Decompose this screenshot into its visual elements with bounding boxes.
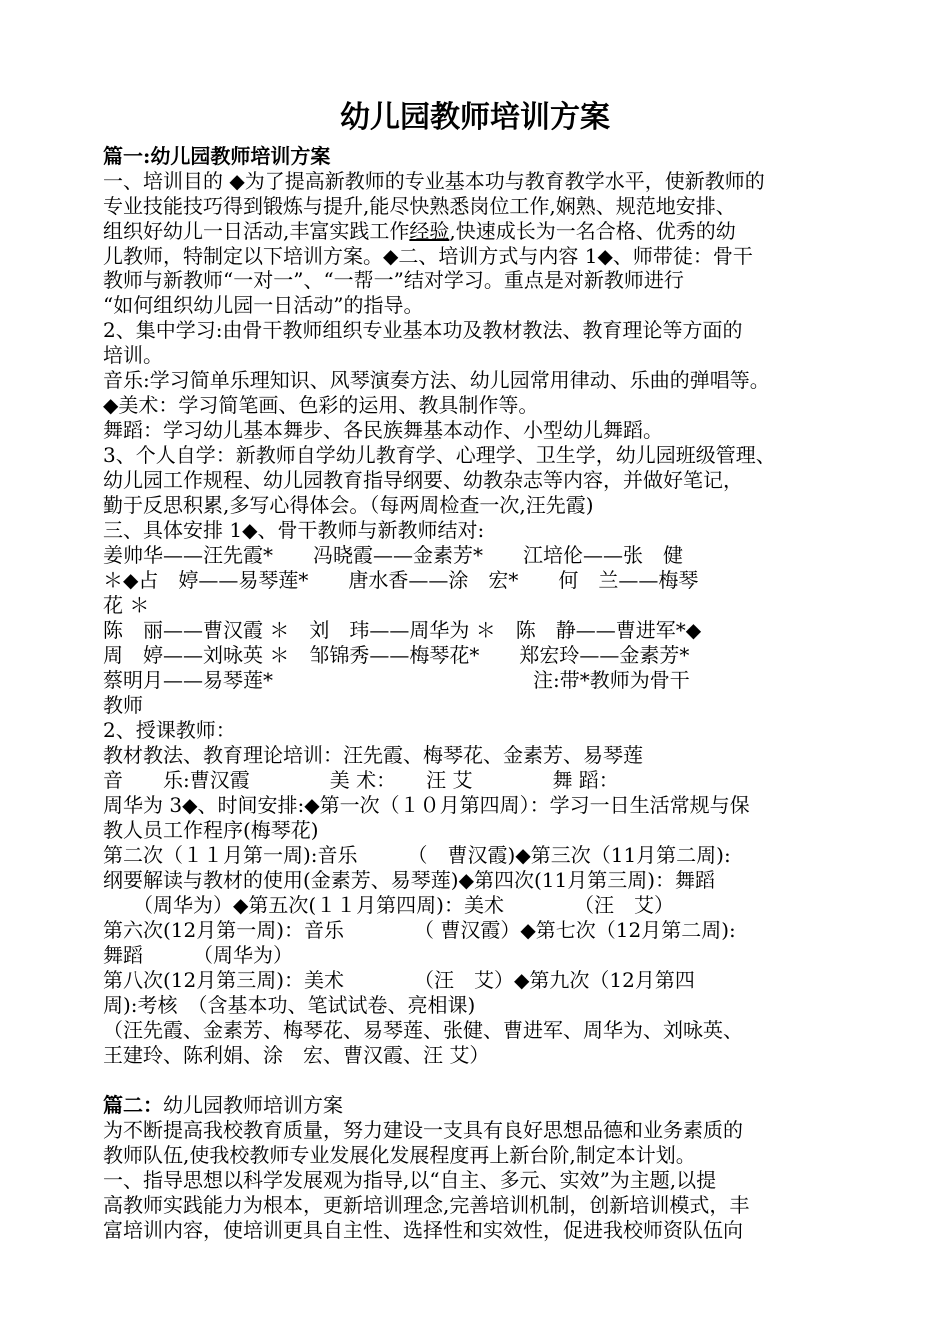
text-line: 音 乐:曹汉霞 美 术： 汪 艾 舞 蹈： <box>103 768 619 792</box>
text-span: ,快速成长为一名合格、优秀的幼 <box>449 219 736 243</box>
underlined-word: 经验 <box>409 219 450 243</box>
text-line: 一、培训目的 ◆为了提高新教师的专业基本功与教育教学水平，使新教师的 <box>103 169 765 193</box>
text-line: 教材教法、教育理论培训：汪先霞、梅琴花、金素芳、易琴莲 <box>103 743 643 767</box>
text-line: 高教师实践能力为根本，更新培训理念,完善培训机制，创新培训模式，丰 <box>103 1193 750 1217</box>
text-line: 舞蹈 （周华为） <box>103 943 293 967</box>
text-line: 勤于反思积累,多写心得体会。（每两周检查一次,汪先霞) <box>103 493 594 517</box>
text-line: 姜帅华——汪先霞* 冯晓霞——金素芳* 江培伦——张 健 <box>103 543 683 567</box>
text-line: （周华为）◆第五次(１１月第四周)：美术 （汪 艾） <box>103 893 674 917</box>
text-line: 第八次(12月第三周)：美术 （汪 艾）◆第九次（12月第四 <box>103 968 695 992</box>
text-line: “如何组织幼儿园一日活动”的指导。 <box>103 293 424 317</box>
section-heading-label: 篇二： <box>103 1093 163 1117</box>
text-line: 周华为 3◆、时间安排:◆第一次（１０月第四周）：学习一日生活常规与保 <box>103 793 750 817</box>
text-line: 教人员工作程序(梅琴花) <box>103 818 319 842</box>
text-line: 第六次(12月第一周)：音乐 （ 曹汉霞）◆第七次（12月第二周): <box>103 918 736 942</box>
text-line: （汪先霞、金素芳、梅琴花、易琴莲、张健、曹进军、周华为、刘咏英、 <box>103 1018 743 1042</box>
text-line: 三、具体安排 1◆、骨干教师与新教师结对: <box>103 518 485 542</box>
text-line <box>103 219 843 244</box>
text-line: 舞蹈：学习幼儿基本舞步、各民族舞基本动作、小型幼儿舞蹈。 <box>103 418 663 442</box>
text-line: 教师队伍,使我校教师专业发展化发展程度再上新台阶,制定本计划。 <box>103 1143 696 1167</box>
text-line: 教师 <box>103 693 143 717</box>
document-title: 幼儿园教师培训方案 <box>340 100 610 135</box>
text-line: 2、集中学习:由骨干教师组织专业基本功及教材教法、教育理论等方面的 <box>103 318 743 342</box>
section-heading <box>103 1093 843 1118</box>
text-line: 音乐:学习简单乐理知识、风琴演奏方法、幼儿园常用律动、乐曲的弹唱等。 <box>103 368 770 392</box>
text-line: 纲要解读与教材的使用(金素芳、易琴莲)◆第四次(11月第三周)：舞蹈 <box>103 868 716 892</box>
text-line: 周):考核 （含基本功、笔试试卷、亮相课) <box>103 993 476 1017</box>
text-line: 花 ＊ <box>103 593 150 617</box>
text-span: 组织好幼儿一日活动,丰富实践工作 <box>103 219 410 243</box>
text-line: 培训。 <box>103 343 163 367</box>
text-line: 2、授课教师： <box>103 718 236 742</box>
text-line: ＊◆占 婷——易琴莲* 唐水香——涂 宏* 何 兰——梅琴 <box>103 568 699 592</box>
text-line: 第二次（１１月第一周):音乐 （ 曹汉霞)◆第三次（11月第二周): <box>103 843 731 867</box>
text-line: 蔡明月——易琴莲* 注:带*教师为骨干 <box>103 668 690 692</box>
text-line: 陈 丽——曹汉霞 ＊ 刘 玮——周华为 ＊ 陈 静——曹进军*◆ <box>103 618 702 642</box>
text-line: 王建玲、陈利娟、涂 宏、曹汉霞、汪 艾） <box>103 1043 490 1067</box>
text-line: 周 婷——刘咏英 ＊ 邹锦秀——梅琴花* 郑宏玲——金素芳* <box>103 643 690 667</box>
text-line: 为不断提高我校教育质量，努力建设一支具有良好思想品德和业务素质的 <box>103 1118 743 1142</box>
text-line: ◆美术：学习简笔画、色彩的运用、教具制作等。 <box>103 393 539 417</box>
text-line: 儿教师，特制定以下培训方案。◆二、培训方式与内容 1◆、师带徒：骨干 <box>103 244 753 268</box>
section-heading: 篇一:幼儿园教师培训方案 <box>103 144 331 168</box>
text-line: 一、指导思想以科学发展观为指导,以“自主、多元、实效”为主题,以提 <box>103 1168 717 1192</box>
text-line: 3、个人自学：新教师自学幼儿教育学、心理学、卫生学，幼儿园班级管理、 <box>103 443 776 467</box>
text-line: 幼儿园工作规程、幼儿园教育指导纲要、幼教杂志等内容，并做好笔记， <box>103 468 743 492</box>
section-heading-title: 幼儿园教师培训方案 <box>163 1093 343 1117</box>
text-line: 教师与新教师“一对一”、“一帮一”结对学习。重点是对新教师进行 <box>103 268 684 292</box>
text-line: 专业技能技巧得到锻炼与提升,能尽快熟悉岗位工作,娴熟、规范地安排、 <box>103 194 736 218</box>
text-line: 富培训内容，使培训更具自主性、选择性和实效性，促进我校师资队伍向 <box>103 1218 743 1242</box>
